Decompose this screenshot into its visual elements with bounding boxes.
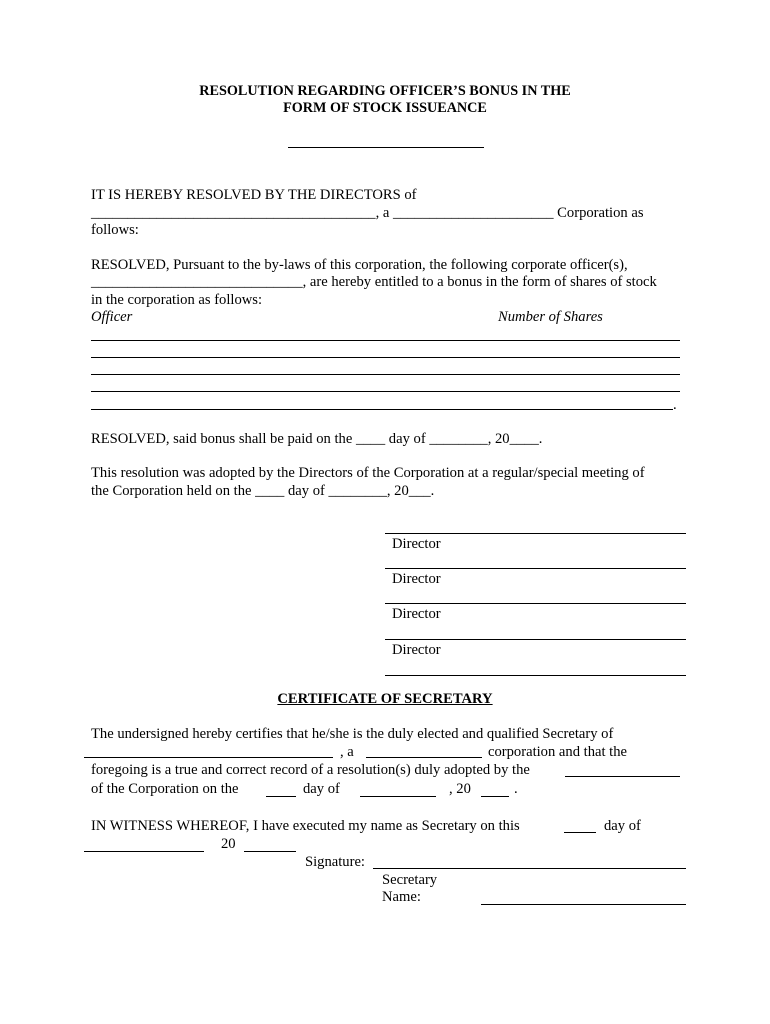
witness-line-c: 20 xyxy=(221,836,236,852)
resolved-directors-line1: IT IS HEREBY RESOLVED BY THE DIRECTORS of xyxy=(91,187,417,203)
witness-day-blank xyxy=(564,832,596,833)
director-signature-line xyxy=(385,639,686,640)
day-blank xyxy=(266,796,296,797)
officer-entry-line xyxy=(91,340,680,341)
resolved-officers-line2: _____________________________, are hereby entitled to a bonus in the form of shares of stock xyxy=(91,274,657,290)
officer-list-period: . xyxy=(673,397,677,413)
certificate-heading: CERTIFICATE OF SECRETARY xyxy=(277,691,493,707)
certificate-line1: The undersigned hereby certifies that he/she is the duly elected and qualified Secretary of xyxy=(91,726,614,742)
witness-line-a: IN WITNESS WHEREOF, I have executed my name as Secretary on this xyxy=(91,818,520,834)
corporation-state-blank xyxy=(366,757,482,758)
witness-year-blank xyxy=(244,851,296,852)
officer-entry-line xyxy=(91,357,680,358)
certificate-line2-a: , a xyxy=(340,744,354,760)
resolved-paid: RESOLVED, said bonus shall be paid on the ____ day of ________, 20____. xyxy=(91,431,543,447)
certificate-line2-b: corporation and that the xyxy=(488,744,627,760)
document-title-line2: FORM OF STOCK ISSUEANCE xyxy=(283,100,487,116)
secretary-label: Secretary xyxy=(382,872,438,888)
resolved-officers-line1: RESOLVED, Pursuant to the by-laws of this corporation, the following corporate officer(s), xyxy=(91,257,628,273)
resolved-officers-line3: in the corporation as follows: xyxy=(91,292,263,308)
resolved-directors-line3: follows: xyxy=(91,222,139,238)
document-title-line1: RESOLUTION REGARDING OFFICER’S BONUS IN THE xyxy=(199,83,571,99)
certificate-line3: foregoing is a true and correct record of a resolution(s) duly adopted by the xyxy=(91,762,530,778)
column-officer: Officer xyxy=(91,309,133,325)
adoption-line2: the Corporation held on the ____ day of ________, 20___. xyxy=(91,483,435,499)
officer-entry-line xyxy=(91,374,680,375)
director-label: Director xyxy=(392,536,441,552)
signature-label: Signature: xyxy=(305,854,365,870)
adopting-body-blank xyxy=(565,776,680,777)
name-label: Name: xyxy=(382,889,421,905)
director-label: Director xyxy=(392,606,441,622)
director-signature-line xyxy=(385,675,686,676)
year-blank xyxy=(481,796,509,797)
resolved-directors-line2: _______________________________________, a ______________________ Corporation as xyxy=(91,205,644,221)
officer-entry-line xyxy=(91,391,680,392)
director-signature-line xyxy=(385,603,686,604)
certificate-line4-d: . xyxy=(514,781,518,797)
director-signature-line xyxy=(385,533,686,534)
month-blank xyxy=(360,796,436,797)
director-signature-line xyxy=(385,568,686,569)
certificate-line4-b: day of xyxy=(303,781,340,797)
witness-line-b: day of xyxy=(604,818,641,834)
secretary-name-blank xyxy=(84,757,333,758)
column-number-of-shares: Number of Shares xyxy=(498,309,603,325)
certificate-line4-c: , 20 xyxy=(449,781,471,797)
signature-line xyxy=(373,868,686,869)
witness-month-blank xyxy=(84,851,204,852)
certificate-line4-a: of the Corporation on the xyxy=(91,781,239,797)
officer-entry-line xyxy=(91,409,673,410)
secretary-name-line xyxy=(481,904,686,905)
adoption-line1: This resolution was adopted by the Directors of the Corporation at a regular/special meeting of xyxy=(91,465,645,481)
director-label: Director xyxy=(392,571,441,587)
title-rule xyxy=(288,147,484,148)
director-label: Director xyxy=(392,642,441,658)
